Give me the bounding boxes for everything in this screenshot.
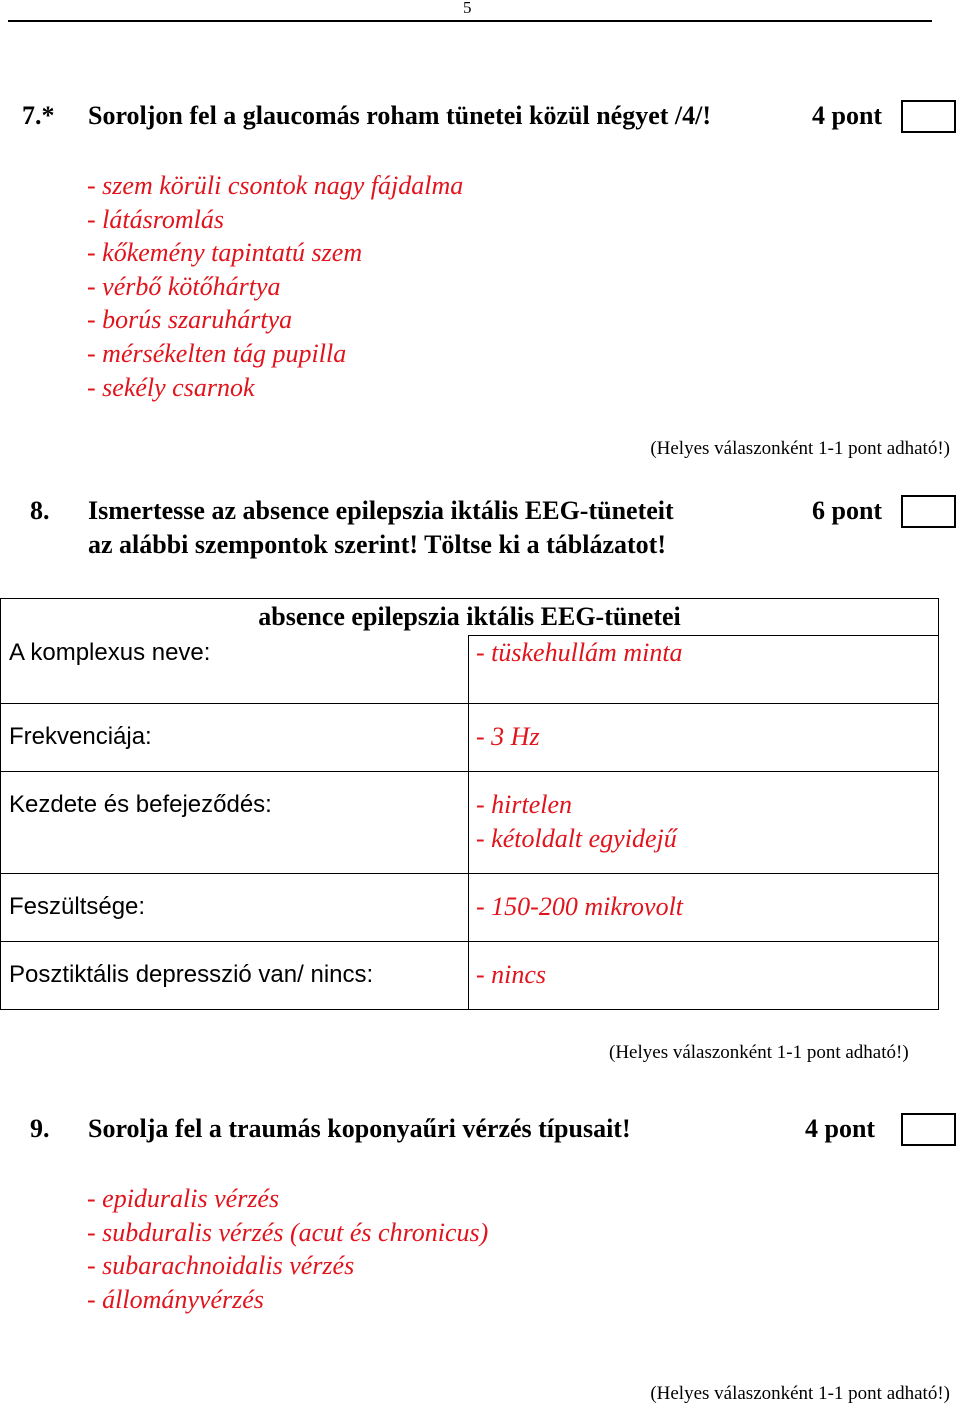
q7-answer-list [87,169,463,404]
q8-question-line1: Ismertesse az absence epilepszia iktális EEG-tüneteit [88,496,674,525]
q8-question-line2: az alábbi szempontok szerint! Töltse ki a táblázatot! [88,530,666,559]
table-row-label: Frekvenciája: [1,704,469,772]
q7-answer-2: látásromlás [102,204,225,234]
q9-answer-list [87,1182,488,1316]
eeg-onset-2: kétoldalt egyidejű [491,824,677,853]
table-row-value: - 150-200 mikrovolt [469,874,939,942]
q9-number: 9. [30,1114,50,1143]
q9-answer-3: subarachnoidalis vérzés [102,1251,355,1281]
q8-scoring-note: (Helyes válaszonként 1-1 pont adható!) [609,1042,909,1063]
list-item: - subduralis vérzés (acut és chronicus) [87,1217,489,1247]
list-item: - mérsékelten tág pupilla [87,338,347,368]
q9-answer-2: subduralis vérzés (acut és chronicus) [102,1217,489,1247]
eeg-table-title: absence epilepszia iktális EEG-tünetei [1,599,939,636]
q7-question: Soroljon fel a glaucomás roham tünetei közül négyet /4/! [88,101,712,130]
list-item: - szem körüli csontok nagy fájdalma [87,171,464,200]
list-item: - epiduralis vérzés [87,1184,280,1213]
table-row-value: - hirtelen - kétoldalt egyidejű [469,772,939,874]
table-row-label: A komplexus neve: [1,636,469,704]
eeg-complex-name: tüskehullám minta [491,638,683,667]
q9-scoring-note: (Helyes válaszonként 1-1 pont adható!) [650,1383,950,1404]
table-row-value: - nincs [469,942,939,1010]
q7-points: 4 pont [812,101,883,130]
q7-scoring-note: (Helyes válaszonként 1-1 pont adható!) [650,438,950,459]
q9-points: 4 pont [805,1114,876,1143]
eeg-postictal: nincs [491,960,547,989]
q9-score-box[interactable] [901,1113,956,1146]
list-item: - sekély csarnok [87,372,255,402]
q9-answer-1: epiduralis vérzés [102,1184,280,1213]
q8-score-box[interactable] [901,495,956,528]
list-item: - látásromlás [87,204,225,234]
q7-answer-5: borús szaruhártya [102,305,293,335]
q7-answer-6: mérsékelten tág pupilla [102,338,347,368]
q7-score-box[interactable] [901,100,956,133]
list-item: - subarachnoidalis vérzés [87,1251,355,1281]
eeg-voltage: 150-200 mikrovolt [491,892,684,921]
list-item: - borús szaruhártya [87,305,293,335]
eeg-onset: hirtelen [491,790,573,819]
eeg-frequency: 3 Hz [491,722,540,751]
table-row-value: - 3 Hz [469,704,939,772]
q7-number: 7.* [22,101,55,130]
header-rule [8,20,932,22]
table-row-label: Kezdete és befejeződés: [1,772,469,874]
list-item: - állományvérzés [87,1284,264,1314]
q9-answer-4: állományvérzés [102,1284,264,1314]
q9-question: Sorolja fel a traumás koponyaűri vérzés típusait! [88,1114,631,1143]
eeg-table [0,598,939,1010]
q7-answer-4: vérbő kötőhártya [102,271,281,301]
q7-answer-7: sekély csarnok [102,372,255,402]
page-number: 5 [463,0,472,17]
list-item: - vérbő kötőhártya [87,271,281,301]
table-row-label: Posztiktális depresszió van/ nincs: [1,942,469,1010]
q7-answer-1: szem körüli csontok nagy fájdalma [102,171,464,200]
table-row-label: Feszültsége: [1,874,469,942]
q7-answer-3: kőkemény tapintatú szem [102,238,363,268]
table-row-value: - tüskehullám minta [469,636,939,704]
q8-points: 6 pont [812,496,883,525]
q8-number: 8. [30,496,50,525]
list-item: - kőkemény tapintatú szem [87,238,363,268]
